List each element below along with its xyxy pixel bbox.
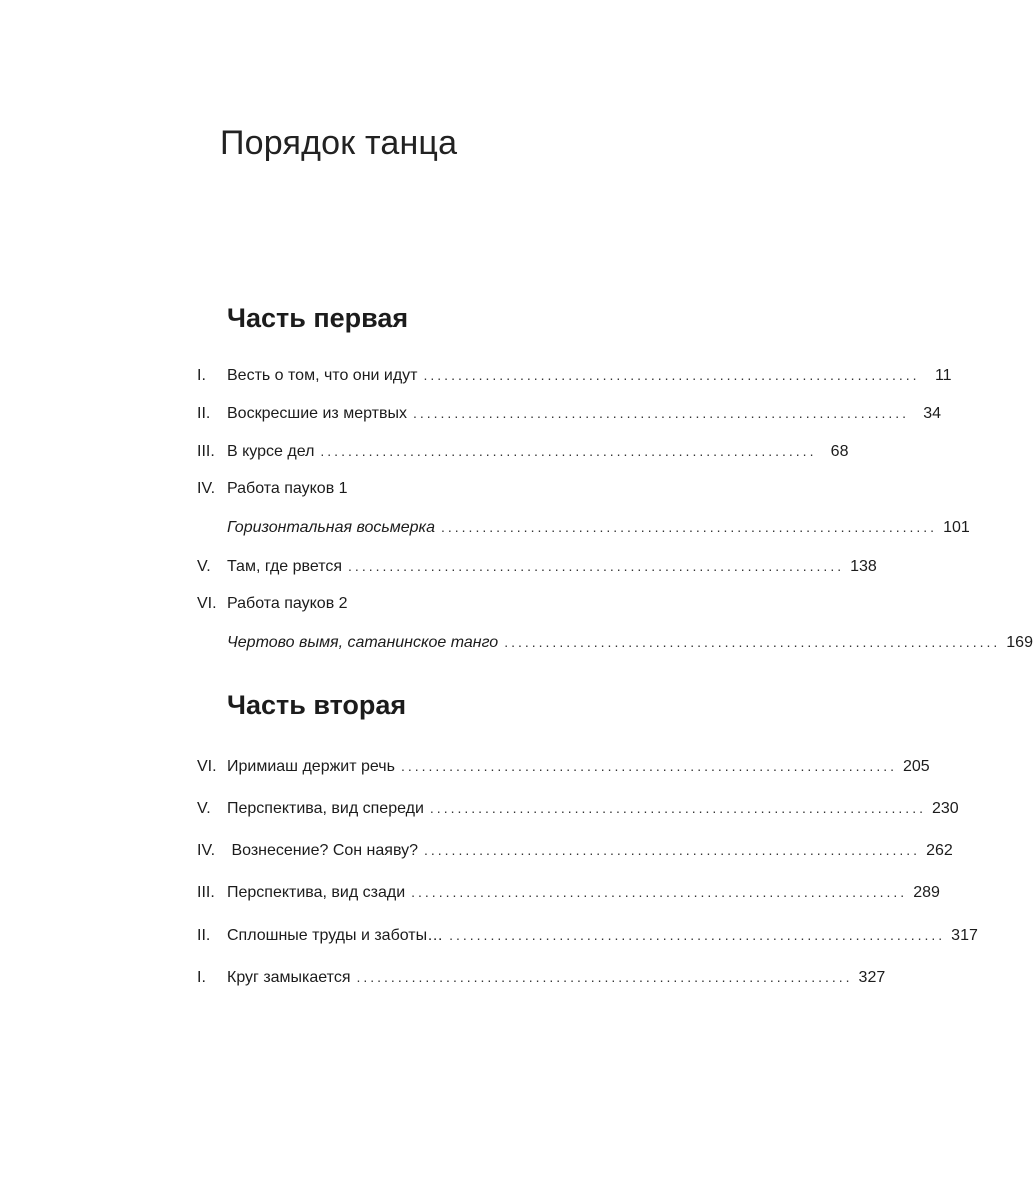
dot-leader: ........................................................................ [449, 927, 946, 943]
chapter-number: VI. [197, 595, 217, 612]
chapter-title: Работа пауков 1 [227, 480, 348, 497]
dot-leader: ........................................................................ [441, 519, 938, 535]
chapter-title: Там, где рвется [227, 558, 343, 575]
toc-entry[interactable] [197, 554, 877, 578]
chapter-number: II. [197, 405, 211, 422]
chapter-title: Весть о том, что они идут [227, 367, 418, 384]
chapter-title: Перспектива, вид спереди [227, 800, 424, 817]
toc-entry[interactable] [197, 880, 940, 904]
chapter-title: Вознесение? Сон наяву? [227, 842, 418, 859]
toc-entry[interactable] [197, 401, 942, 425]
page-number: 262 [926, 842, 953, 859]
chapter-title: Перспектива, вид сзади [227, 884, 406, 901]
toc-entry[interactable] [197, 515, 970, 539]
chapter-number: II. [197, 927, 211, 944]
page-number: 169 [1006, 634, 1033, 651]
chapter-title: Круг замыкается [227, 969, 351, 986]
page-number: 138 [850, 558, 877, 575]
dot-leader: ........................................................................ [411, 884, 908, 900]
page-number: 317 [951, 927, 978, 944]
chapter-number: V. [197, 800, 211, 817]
chapter-title: Иримиаш держит речь [227, 758, 395, 775]
page-number: 289 [913, 884, 940, 901]
dot-leader: ........................................................................ [423, 367, 920, 383]
toc-entry[interactable] [197, 754, 930, 778]
toc-entry[interactable] [197, 630, 1033, 654]
chapter-number: III. [197, 443, 215, 460]
chapter-number: I. [197, 367, 206, 384]
chapter-title: В курсе дел [227, 443, 315, 460]
chapter-number: I. [197, 969, 206, 986]
part-two-heading: Часть вторая [227, 690, 407, 720]
chapter-subtitle: Чертово вымя, сатанинское танго [227, 634, 499, 651]
page-title: Порядок танца [220, 124, 458, 162]
dot-leader: ........................................................................ [320, 443, 817, 459]
page-number: 11 [934, 367, 952, 384]
chapter-number: V. [197, 558, 211, 575]
toc-entry[interactable] [197, 477, 665, 501]
dot-leader: ........................................................................ [356, 969, 853, 985]
chapter-number: VI. [197, 758, 217, 775]
toc-entry[interactable] [197, 439, 849, 463]
toc-entry[interactable] [197, 592, 665, 616]
toc-entry[interactable] [197, 838, 953, 862]
chapter-title: Воскресшие из мертвых [227, 405, 407, 422]
dot-leader: ........................................................................ [504, 634, 1001, 650]
dot-leader: ........................................................................ [348, 558, 845, 574]
chapter-title: Работа пауков 2 [227, 595, 348, 612]
chapter-subtitle: Горизонтальная восьмерка [227, 519, 435, 536]
page-number: 101 [943, 519, 970, 536]
chapter-number: IV. [197, 480, 216, 497]
chapter-number: IV. [197, 842, 216, 859]
page-number: 230 [931, 800, 959, 817]
toc-entry[interactable] [197, 923, 978, 947]
chapter-number: III. [197, 884, 215, 901]
page-number: 68 [830, 443, 849, 460]
chapter-title: Сплошные труды и заботы… [227, 927, 444, 944]
dot-leader: ........................................................................ [400, 758, 897, 774]
page-number: 34 [923, 405, 942, 422]
toc-entry[interactable] [197, 796, 959, 820]
toc-entry[interactable] [197, 363, 952, 387]
page-number: 205 [903, 758, 930, 775]
toc-entry[interactable] [197, 965, 886, 989]
dot-leader: ........................................................................ [429, 800, 926, 816]
page-number: 327 [858, 969, 886, 986]
dot-leader: ........................................................................ [412, 405, 910, 421]
part-one-heading: Часть первая [227, 303, 409, 333]
dot-leader: ........................................................................ [424, 842, 921, 858]
